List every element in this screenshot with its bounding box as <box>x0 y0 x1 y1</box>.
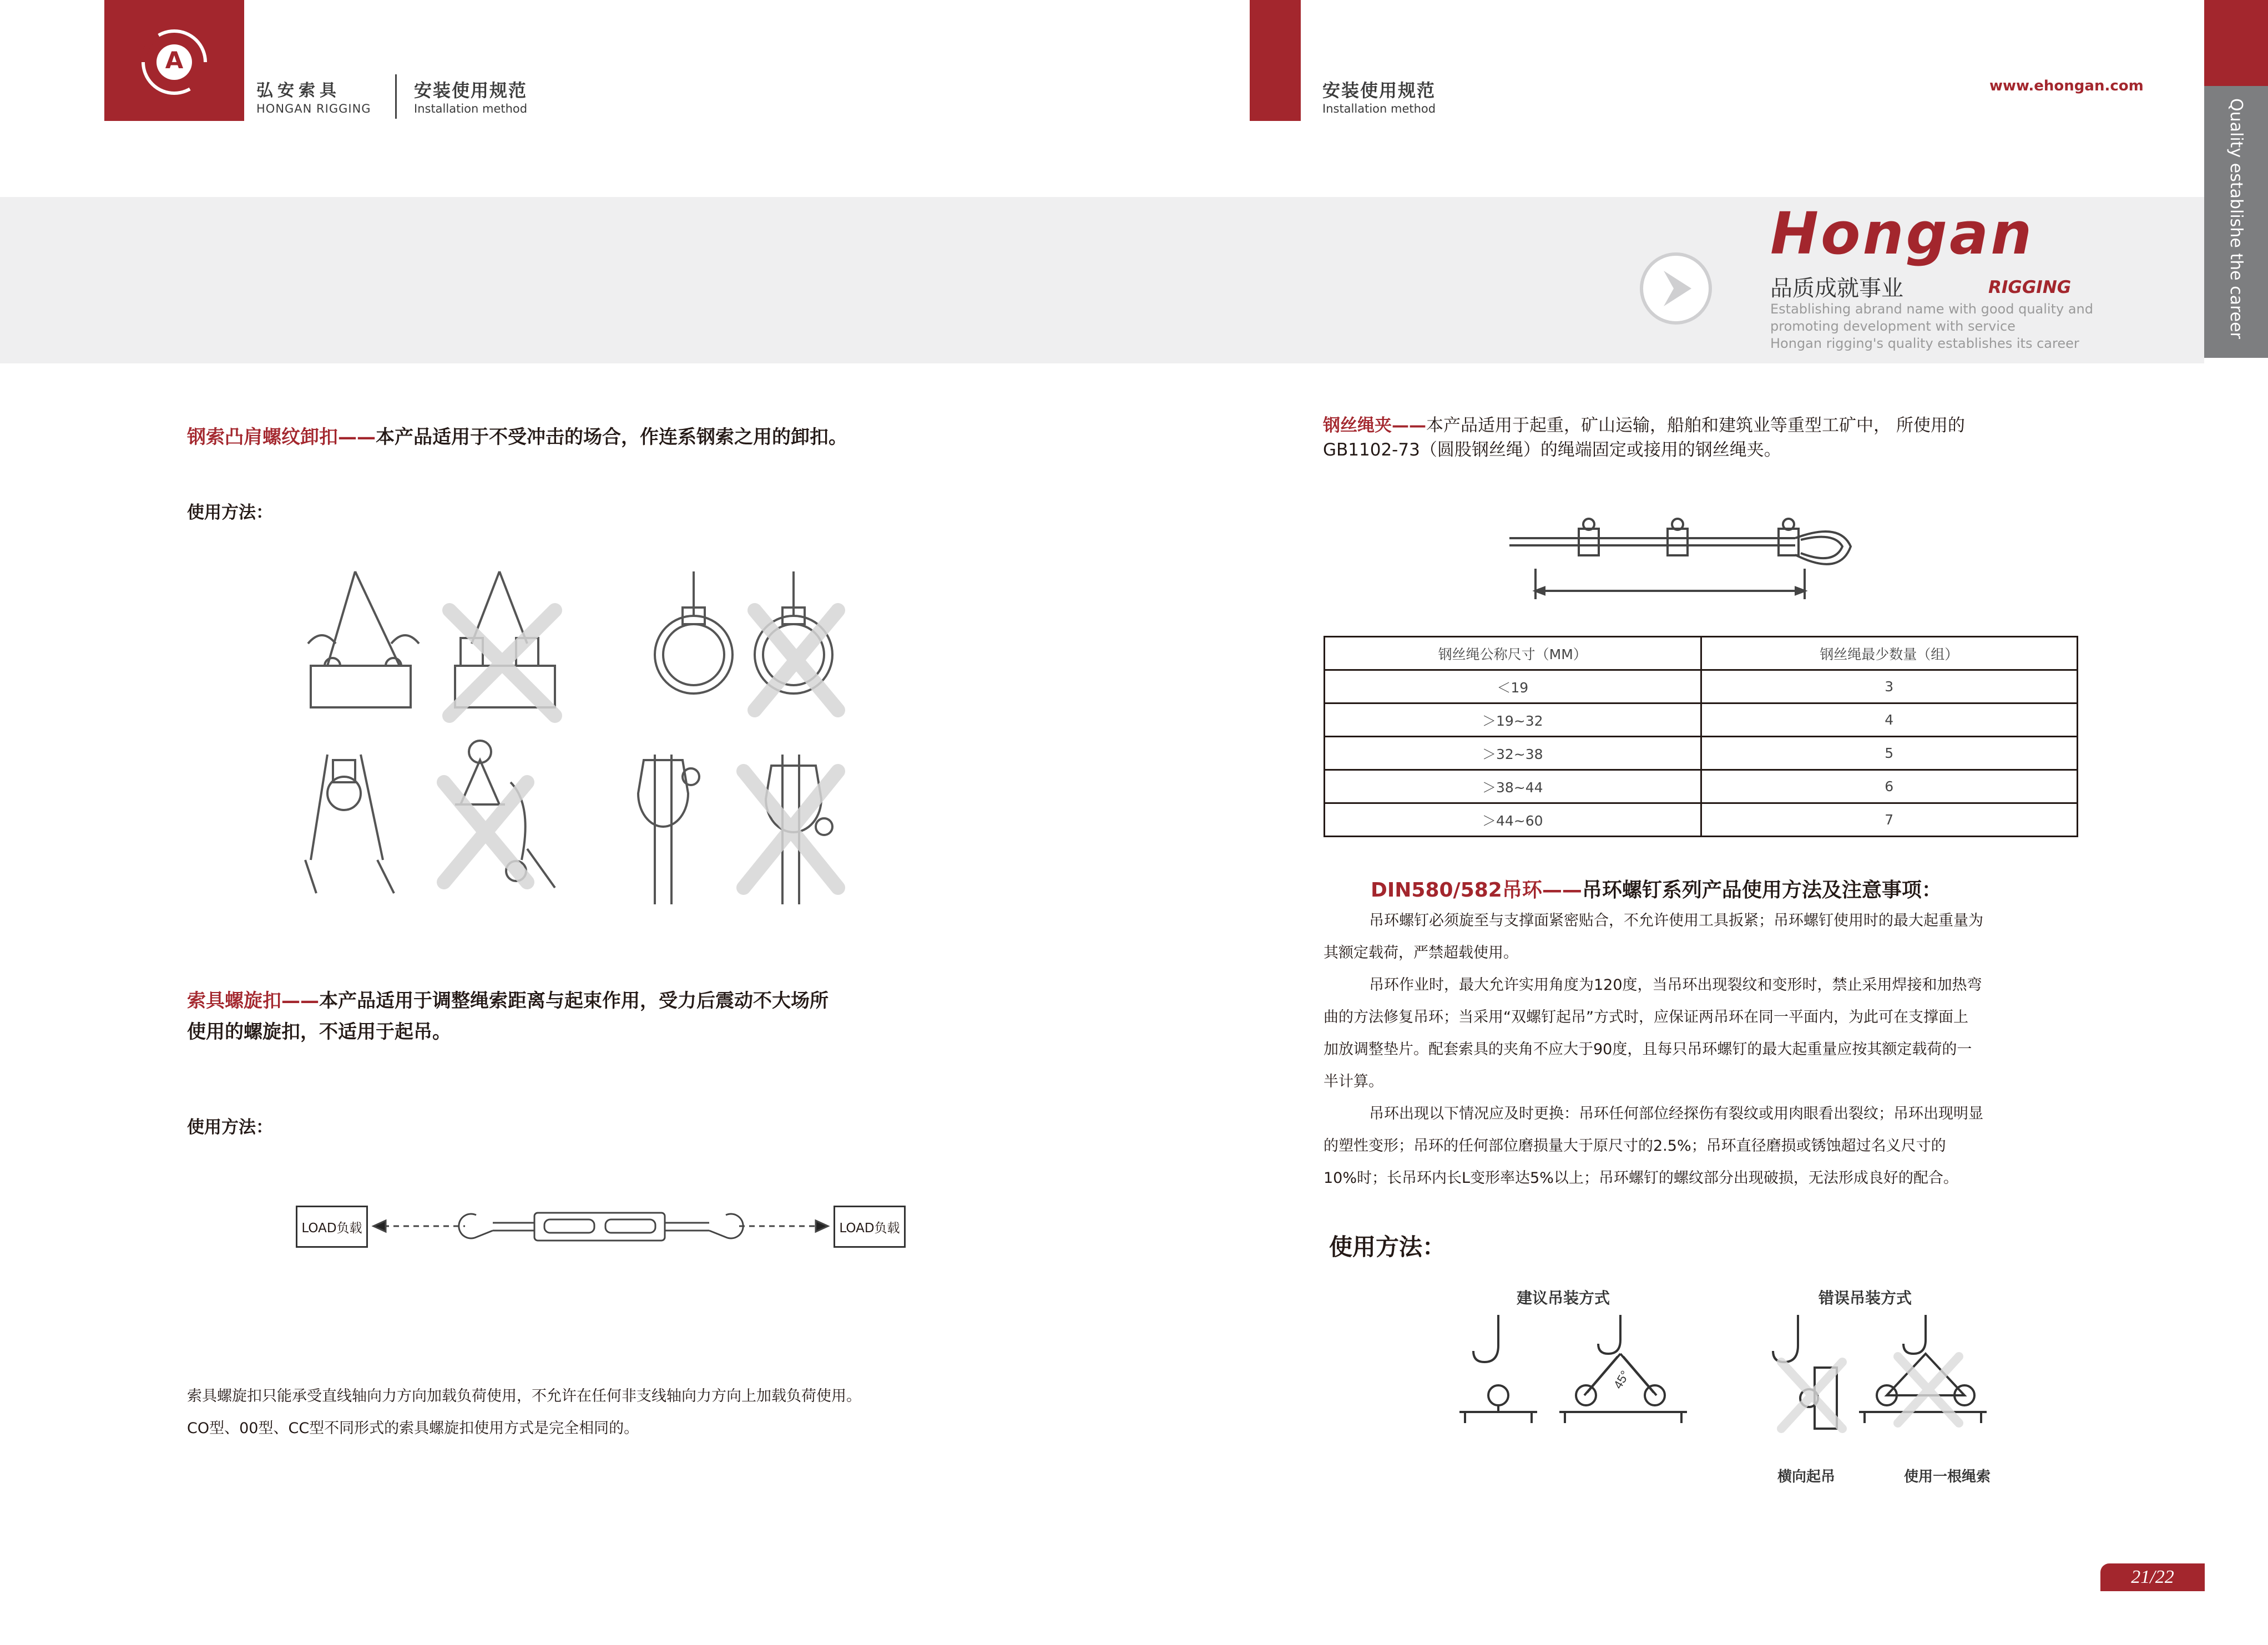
company-name-zh: 弘安索具 <box>256 81 341 100</box>
table-header-row <box>1325 637 2078 670</box>
turnbuckle-note-1: 索具螺旋扣只能承受直线轴向力方向加载负荷使用，不允许在任何非支线轴向力方向上加载负荷使用。 <box>187 1388 861 1405</box>
paragraph-line: 吊环作业时，最大允许实用角度为120度，当吊环出现裂纹和变形时，禁止采用焊接和加热弯 <box>1369 976 1982 994</box>
load-label-right: LOAD负载 <box>839 1221 900 1236</box>
shackle-title-text: 本产品适用于不受冲击的场合，作连系钢索之用的卸扣。 <box>376 426 847 448</box>
shackle-title-red: 钢索凸肩螺纹卸扣—— <box>187 426 376 448</box>
paragraph-line: 吊环螺钉必须旋至与支撑面紧密贴合，不允许使用工具扳紧；吊环螺钉使用时的最大起重量为 <box>1369 912 1983 929</box>
banner-line-1: Establishing abrand name with good quality and <box>1770 301 2093 317</box>
left-section-subtitle: Installation method <box>414 102 528 115</box>
paragraph-line: 的塑性变形；吊环的任何部位磨损量大于原尺寸的2.5%；吊环直径磨损或锈蚀超过名义尺寸的 <box>1324 1137 1946 1155</box>
shackle-section-title <box>187 422 847 449</box>
turnbuckle-usage-label: 使用方法： <box>187 1117 273 1137</box>
turnbuckle-illustration <box>368 1198 834 1254</box>
banner-line-2: promoting development with service <box>1770 318 2016 334</box>
table-cell-count: 3 <box>1701 670 2078 703</box>
eyebolt-paragraphs <box>1324 905 2078 1194</box>
wire-clip-text-2: GB1102-73（圆股钢丝绳）的绳端固定或接用的钢丝绳夹。 <box>1323 440 1781 460</box>
paragraph-line: 吊环出现以下情况应及时更换：吊环任何部位经探伤有裂纹或用肉眼看出裂纹；吊环出现明显 <box>1369 1105 1983 1122</box>
table-row <box>1325 670 2078 703</box>
caption-recommended: 建议吊装方式 <box>1517 1289 1610 1307</box>
logo-block <box>104 0 244 121</box>
paragraph-line: 加放调整垫片。配套索具的夹角不应大于90度，且每只吊环螺钉的最大起重量应按其额定载荷的一 <box>1324 1041 1972 1058</box>
turnbuckle-section-title <box>187 985 829 1047</box>
table-cell-count: 6 <box>1701 770 2078 803</box>
right-header-bar <box>1250 0 1301 121</box>
load-box-left <box>296 1206 368 1248</box>
paragraph-line: 半计算。 <box>1324 1073 1383 1090</box>
table-cell-size: ＞38~44 <box>1325 770 1701 803</box>
side-tab-text: Quality establishe the career <box>2226 98 2246 339</box>
load-label-left: LOAD负载 <box>301 1221 362 1236</box>
table-cell-size: ＞32~38 <box>1325 737 1701 770</box>
banner-arrow-icon <box>1637 250 1715 327</box>
right-section-title: 安装使用规范 <box>1322 80 1436 101</box>
turnbuckle-title-red: 索具螺旋扣—— <box>187 990 319 1012</box>
table-cell-count: 7 <box>1701 803 2078 837</box>
table-cell-count: 4 <box>1701 703 2078 737</box>
eyebolt-usage-illustration <box>1454 1312 2031 1451</box>
table-row <box>1325 770 2078 803</box>
table-cell-count: 5 <box>1701 737 2078 770</box>
banner-tagline: 品质成就事业 <box>1770 276 1903 301</box>
page-number-tab <box>2100 1563 2205 1591</box>
eyebolt-title-text: 吊环螺钉系列产品使用方法及注意事项： <box>1582 879 1942 902</box>
table-header-count: 钢丝绳最少数量（组） <box>1701 637 2078 670</box>
banner-rigging: RIGGING <box>1988 277 2072 297</box>
table-row <box>1325 703 2078 737</box>
wire-clip-text-1: 本产品适用于起重，矿山运输，船舶和建筑业等重型工矿中， 所使用的 <box>1426 416 1965 436</box>
wire-clip-table <box>1324 636 2078 837</box>
table-cell-size: ＜19 <box>1325 670 1701 703</box>
logo-letter: A <box>165 47 184 74</box>
turnbuckle-note-2: CO型、00型、CC型不同形式的索具螺旋扣使用方式是完全相同的。 <box>187 1420 639 1437</box>
table-cell-size: ＞44~60 <box>1325 803 1701 837</box>
eyebolt-title-red: DIN580/582吊环—— <box>1371 879 1582 902</box>
table-row <box>1325 803 2078 837</box>
turnbuckle-title-text-1: 本产品适用于调整绳索距离与起束作用，受力后震动不大场所 <box>319 990 829 1012</box>
wire-clip-title-red: 钢丝绳夹—— <box>1323 416 1426 436</box>
caption-sideways: 横向起吊 <box>1777 1469 1836 1485</box>
wire-clip-illustration <box>1507 508 1867 608</box>
paragraph-line: 曲的方法修复吊环；当采用“双螺钉起吊”方式时，应保证两吊环在同一平面内，为此可在支撑面上 <box>1324 1009 1968 1026</box>
side-tab <box>2204 86 2268 358</box>
right-section-subtitle: Installation method <box>1322 102 1436 115</box>
eyebolt-section-title <box>1371 874 1942 903</box>
table-header-size: 钢丝绳公称尺寸（MM） <box>1325 637 1701 670</box>
load-box-right <box>834 1206 906 1248</box>
wire-clip-intro <box>1323 413 1965 462</box>
paragraph-line: 其额定载荷，严禁超载使用。 <box>1324 944 1518 961</box>
banner-brand: Hongan <box>1770 200 2034 267</box>
table-cell-size: ＞19~32 <box>1325 703 1701 737</box>
caption-wrong: 错误吊装方式 <box>1819 1289 1912 1307</box>
left-section-title: 安装使用规范 <box>414 80 528 101</box>
eyebolt-usage-label: 使用方法： <box>1329 1233 1446 1261</box>
website-link[interactable]: www.ehongan.com <box>1989 78 2144 94</box>
page-number: 21/22 <box>2131 1567 2174 1587</box>
caption-single-rope: 使用一根绳索 <box>1904 1469 1991 1485</box>
banner-line-3: Hongan rigging's quality establishes its career <box>1770 336 2079 351</box>
angle-label: 45° <box>1610 1368 1632 1391</box>
table-row <box>1325 737 2078 770</box>
company-name-en: HONGAN RIGGING <box>256 102 371 115</box>
side-tab-top <box>2204 0 2268 86</box>
shackle-usage-label: 使用方法： <box>187 503 273 523</box>
shackle-usage-illustration <box>294 560 882 915</box>
header-divider <box>395 74 397 119</box>
turnbuckle-title-text-2: 使用的螺旋扣，不适用于起吊。 <box>187 1021 451 1043</box>
paragraph-line: 10%时；长吊环内长L变形率达5%以上；吊环螺钉的螺纹部分出现破损，无法形成良好的配合。 <box>1324 1170 1958 1187</box>
